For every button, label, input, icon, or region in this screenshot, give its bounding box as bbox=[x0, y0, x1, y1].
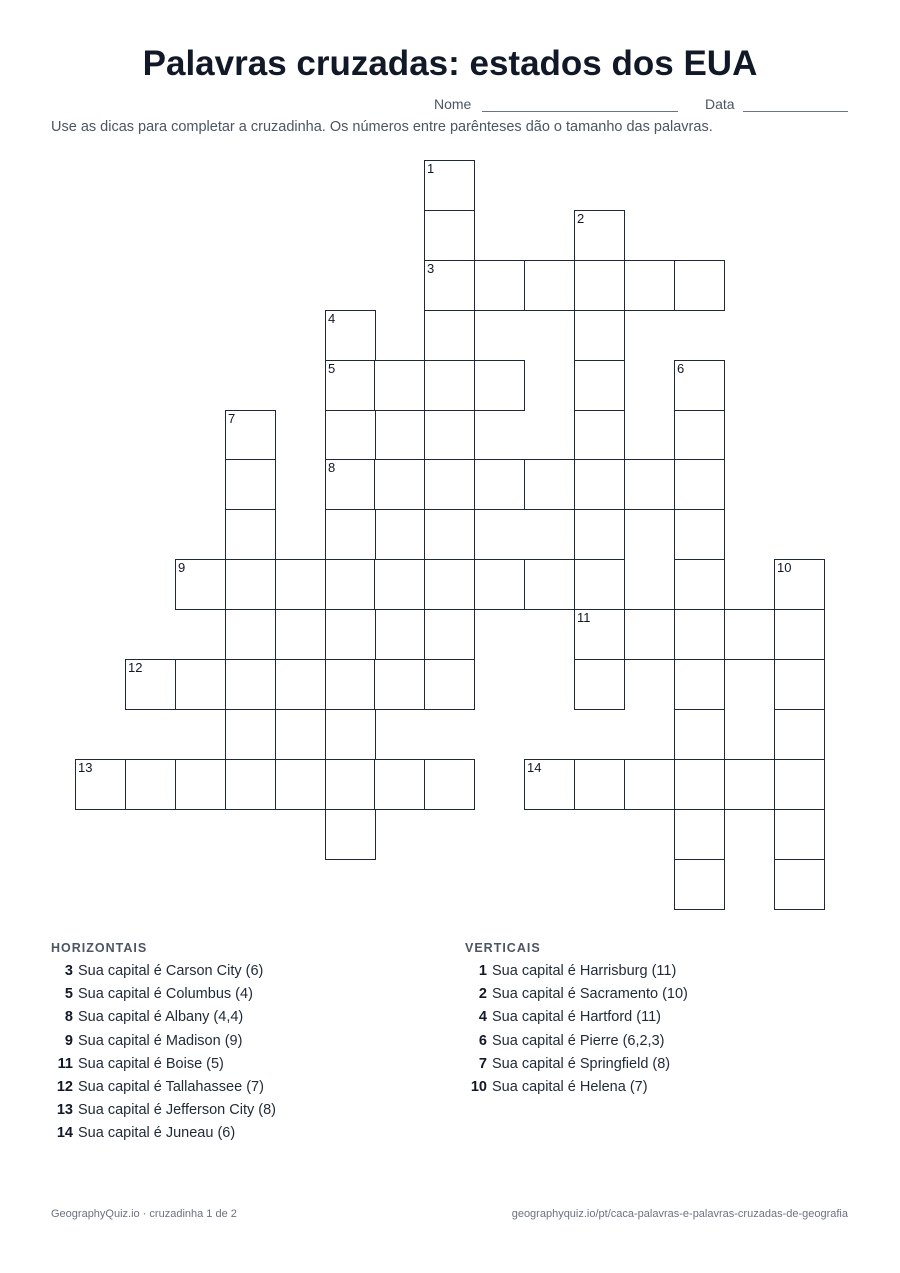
crossword-cell[interactable] bbox=[225, 759, 276, 810]
crossword-cell[interactable] bbox=[774, 759, 825, 810]
clue-number: 10 bbox=[777, 560, 792, 575]
crossword-cell[interactable] bbox=[374, 659, 425, 710]
clue-text: Sua capital é Carson City (6) bbox=[78, 963, 264, 979]
across-clue bbox=[51, 1079, 276, 1102]
crossword-cell[interactable] bbox=[524, 559, 575, 610]
clue-number: 1 bbox=[478, 963, 487, 979]
clue-text: Sua capital é Sacramento (10) bbox=[492, 986, 688, 1003]
crossword-cell[interactable] bbox=[325, 360, 376, 411]
crossword-cell[interactable] bbox=[275, 659, 326, 710]
clue-number: 4 bbox=[328, 311, 336, 326]
clue-number: 7 bbox=[478, 1055, 487, 1072]
crossword-cell[interactable] bbox=[374, 360, 425, 411]
clue-number: 6 bbox=[677, 361, 685, 376]
clue-number: 6 bbox=[478, 1032, 487, 1049]
across-clue bbox=[51, 986, 276, 1009]
instructions: Use as dicas para completar a cruzadinha. Os números entre parênteses dão o tamanho das palavras. bbox=[51, 119, 713, 135]
crossword-cell[interactable] bbox=[325, 709, 376, 760]
crossword-cell[interactable] bbox=[325, 809, 376, 860]
down-clue-list bbox=[465, 963, 688, 1102]
crossword-cell[interactable] bbox=[474, 360, 525, 411]
crossword-cell[interactable] bbox=[424, 160, 475, 211]
clue-text: Sua capital é Hartford (11) bbox=[492, 1009, 661, 1026]
clue-number: 9 bbox=[178, 560, 186, 575]
crossword-cell[interactable] bbox=[524, 759, 575, 810]
clue-text: Sua capital é Jefferson City (8) bbox=[78, 1102, 276, 1119]
clue-number: 13 bbox=[56, 1102, 73, 1119]
clue-number: 1 bbox=[427, 161, 435, 176]
crossword-cell[interactable] bbox=[674, 509, 725, 560]
crossword-cell[interactable] bbox=[674, 459, 725, 510]
crossword-cell[interactable] bbox=[574, 659, 625, 710]
crossword-cell[interactable] bbox=[325, 459, 376, 510]
clue-text: Sua capital é Tallahassee (7) bbox=[78, 1078, 264, 1095]
crossword-cell[interactable] bbox=[674, 260, 725, 311]
crossword-cell[interactable] bbox=[574, 360, 625, 411]
crossword-cell[interactable] bbox=[624, 459, 675, 510]
crossword-cell[interactable] bbox=[225, 659, 276, 710]
down-heading: VERTICAIS bbox=[465, 941, 541, 955]
crossword-cell[interactable] bbox=[125, 659, 176, 710]
crossword-cell[interactable] bbox=[674, 659, 725, 710]
name-field[interactable] bbox=[482, 111, 678, 112]
clue-text: Sua capital é Albany (4,4) bbox=[78, 1009, 244, 1026]
crossword-cell[interactable] bbox=[624, 260, 675, 311]
down-clue bbox=[465, 1079, 688, 1102]
crossword-cell[interactable] bbox=[574, 459, 625, 510]
crossword-cell[interactable] bbox=[175, 659, 226, 710]
crossword-cell[interactable] bbox=[225, 459, 276, 510]
crossword-cell[interactable] bbox=[424, 759, 475, 810]
crossword-cell[interactable] bbox=[374, 459, 425, 510]
down-clue bbox=[465, 986, 688, 1009]
clue-text: Sua capital é Juneau (6) bbox=[78, 1125, 236, 1142]
across-clue bbox=[51, 1056, 276, 1079]
clue-number: 5 bbox=[328, 361, 336, 376]
crossword-cell[interactable] bbox=[225, 509, 276, 560]
crossword-cell[interactable] bbox=[325, 410, 376, 461]
crossword-cell[interactable] bbox=[424, 410, 475, 461]
crossword-cell[interactable] bbox=[325, 659, 376, 710]
crossword-cell[interactable] bbox=[225, 410, 276, 461]
clue-number: 14 bbox=[56, 1125, 73, 1142]
crossword-cell[interactable] bbox=[674, 759, 725, 810]
crossword-cell[interactable] bbox=[225, 709, 276, 760]
footer-left: GeographyQuiz.io · cruzadinha 1 de 2 bbox=[51, 1208, 237, 1220]
crossword-cell[interactable] bbox=[424, 659, 475, 710]
crossword-cell[interactable] bbox=[774, 709, 825, 760]
crossword-cell[interactable] bbox=[624, 609, 675, 660]
crossword-cell[interactable] bbox=[674, 859, 725, 910]
crossword-cell[interactable] bbox=[424, 509, 475, 560]
crossword-cell[interactable] bbox=[424, 210, 475, 261]
across-heading: HORIZONTAIS bbox=[51, 941, 148, 955]
clue-number: 10 bbox=[470, 1078, 487, 1095]
clue-number: 5 bbox=[64, 986, 73, 1003]
crossword-cell[interactable] bbox=[424, 260, 475, 311]
crossword-cell[interactable] bbox=[474, 459, 525, 510]
clue-number: 3 bbox=[427, 261, 435, 276]
crossword-cell[interactable] bbox=[574, 559, 625, 610]
clue-text: Sua capital é Columbus (4) bbox=[78, 986, 253, 1003]
crossword-cell[interactable] bbox=[574, 759, 625, 810]
crossword-cell[interactable] bbox=[474, 260, 525, 311]
clue-number: 14 bbox=[527, 760, 542, 775]
crossword-cell[interactable] bbox=[225, 609, 276, 660]
clue-number: 12 bbox=[128, 660, 143, 675]
crossword-cell[interactable] bbox=[674, 609, 725, 660]
crossword-cell[interactable] bbox=[774, 859, 825, 910]
across-clue-list bbox=[51, 963, 276, 1149]
date-label: Data bbox=[705, 96, 735, 112]
name-label: Nome bbox=[434, 96, 472, 112]
down-clue bbox=[465, 1056, 688, 1079]
crossword-cell[interactable] bbox=[374, 559, 425, 610]
clue-text: Sua capital é Pierre (6,2,3) bbox=[492, 1032, 665, 1049]
crossword-cell[interactable] bbox=[674, 410, 725, 461]
crossword-cell[interactable] bbox=[275, 759, 326, 810]
crossword-cell[interactable] bbox=[624, 759, 675, 810]
crossword-cell[interactable] bbox=[175, 559, 226, 610]
clue-number: 12 bbox=[56, 1078, 73, 1095]
clue-text: Sua capital é Harrisburg (11) bbox=[492, 963, 677, 979]
clue-text: Sua capital é Madison (9) bbox=[78, 1032, 243, 1049]
crossword-cell[interactable] bbox=[474, 559, 525, 610]
across-clue bbox=[51, 963, 276, 986]
crossword-cell[interactable] bbox=[774, 809, 825, 860]
down-clue bbox=[465, 1009, 688, 1032]
crossword-cell[interactable] bbox=[574, 210, 625, 261]
clue-number: 9 bbox=[64, 1032, 73, 1049]
crossword-cell[interactable] bbox=[574, 260, 625, 311]
crossword-cell[interactable] bbox=[424, 559, 475, 610]
crossword-cell[interactable] bbox=[325, 310, 376, 361]
page-title: Palavras cruzadas: estados dos EUA bbox=[142, 44, 758, 83]
crossword-cell[interactable] bbox=[674, 360, 725, 411]
clue-number: 8 bbox=[64, 1009, 73, 1026]
crossword-cell[interactable] bbox=[674, 559, 725, 610]
clue-number: 4 bbox=[478, 1009, 487, 1026]
crossword-cell[interactable] bbox=[524, 260, 575, 311]
crossword-cell[interactable] bbox=[674, 709, 725, 760]
crossword-cell[interactable] bbox=[774, 559, 825, 610]
crossword-cell[interactable] bbox=[424, 310, 475, 361]
crossword-cell[interactable] bbox=[574, 609, 625, 660]
down-clue bbox=[465, 1033, 688, 1056]
crossword-cell[interactable] bbox=[774, 609, 825, 660]
clue-text: Sua capital é Springfield (8) bbox=[492, 1055, 671, 1072]
crossword-cell[interactable] bbox=[275, 559, 326, 610]
crossword-cell[interactable] bbox=[674, 809, 725, 860]
clue-number: 13 bbox=[78, 760, 93, 775]
crossword-cell[interactable] bbox=[574, 410, 625, 461]
crossword-cell[interactable] bbox=[374, 759, 425, 810]
across-clue bbox=[51, 1009, 276, 1032]
clue-text: Sua capital é Helena (7) bbox=[492, 1078, 648, 1095]
crossword-cell[interactable] bbox=[325, 609, 376, 660]
crossword-cell[interactable] bbox=[75, 759, 126, 810]
crossword-cell[interactable] bbox=[424, 360, 475, 411]
clue-number: 2 bbox=[577, 211, 585, 226]
crossword-cell[interactable] bbox=[774, 659, 825, 710]
across-clue bbox=[51, 1125, 276, 1148]
crossword-cell[interactable] bbox=[424, 459, 475, 510]
crossword-cell[interactable] bbox=[125, 759, 176, 810]
clue-text: Sua capital é Boise (5) bbox=[78, 1055, 224, 1072]
across-clue bbox=[51, 1102, 276, 1125]
crossword-cell[interactable] bbox=[325, 559, 376, 610]
clue-number: 3 bbox=[64, 963, 73, 979]
clue-number: 7 bbox=[228, 411, 236, 426]
crossword-cell[interactable] bbox=[724, 609, 775, 660]
crossword-cell[interactable] bbox=[424, 609, 475, 660]
crossword-cell[interactable] bbox=[724, 759, 775, 810]
date-field[interactable] bbox=[743, 111, 848, 112]
crossword-cell[interactable] bbox=[574, 310, 625, 361]
clue-number: 2 bbox=[478, 986, 487, 1003]
crossword-cell[interactable] bbox=[574, 509, 625, 560]
crossword-cell[interactable] bbox=[524, 459, 575, 510]
crossword-cell[interactable] bbox=[325, 509, 376, 560]
across-clue bbox=[51, 1033, 276, 1056]
crossword-cell[interactable] bbox=[175, 759, 226, 810]
crossword-cell[interactable] bbox=[325, 759, 376, 810]
down-clue bbox=[465, 963, 688, 986]
clue-number: 11 bbox=[577, 610, 591, 625]
clue-number: 8 bbox=[328, 460, 336, 475]
clue-number: 11 bbox=[57, 1055, 73, 1072]
footer-right: geographyquiz.io/pt/caca-palavras-e-palavras-cruzadas-de-geografia bbox=[511, 1208, 848, 1220]
crossword-cell[interactable] bbox=[225, 559, 276, 610]
